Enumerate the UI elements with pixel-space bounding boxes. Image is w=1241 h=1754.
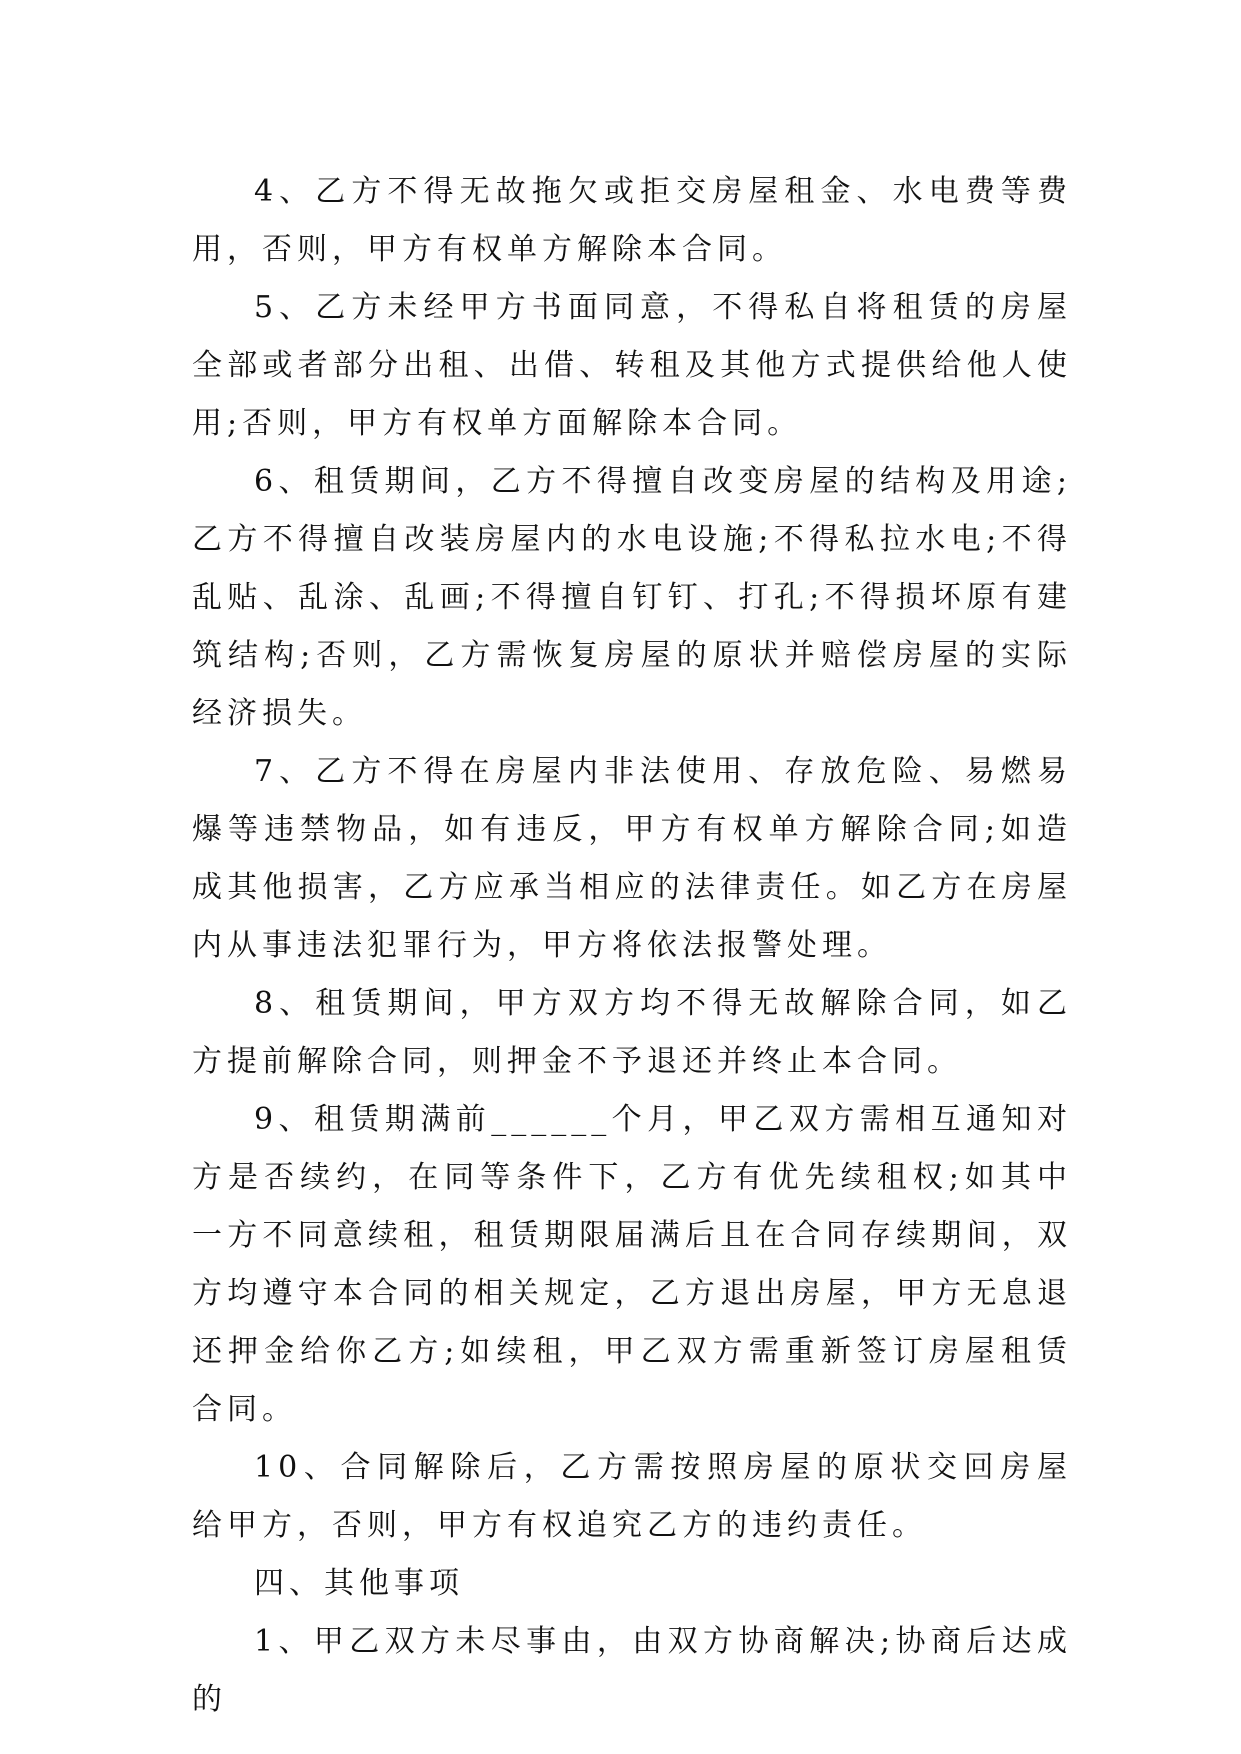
clause-10-paragraph: 10、合同解除后，乙方需按照房屋的原状交回房屋给甲方，否则，甲方有权追究乙方的违约责任。 xyxy=(192,1450,1072,1543)
clause-7-paragraph: 7、乙方不得在房屋内非法使用、存放危险、易燃易爆等违禁物品，如有违反，甲方有权单方解除合同;如造成其他损害，乙方应承当相应的法律责任。如乙方在房屋内从事违法犯罪行为，甲方将依法报警处理。 xyxy=(192,754,1072,963)
clause-5-paragraph: 5、乙方未经甲方书面同意，不得私自将租赁的房屋全部或者部分出租、出借、转租及其他方式提供给他人使用;否则，甲方有权单方面解除本合同。 xyxy=(192,290,1072,441)
other-matters-clause-1-paragraph: 1、甲乙双方未尽事由，由双方协商解决;协商后达成的 xyxy=(192,1624,1072,1717)
section-heading-other-matters: 四、其他事项 xyxy=(254,1566,464,1601)
clause-4-paragraph: 4、乙方不得无故拖欠或拒交房屋租金、水电费等费用，否则，甲方有权单方解除本合同。 xyxy=(192,174,1072,267)
contract-body xyxy=(192,163,1072,1729)
clause-8-paragraph: 8、租赁期间，甲方双方均不得无故解除合同，如乙方提前解除合同，则押金不予退还并终止本合同。 xyxy=(192,986,1072,1079)
clause-9-paragraph: 9、租赁期满前______个月，甲乙双方需相互通知对方是否续约，在同等条件下，乙方有优先续租权;如其中一方不同意续租，租赁期限届满后且在合同存续期间，双方均遵守本合同的相关规定，乙方退出房屋，甲方无息退还押金给你乙方;如续租，甲乙双方需重新签订房屋租赁合同。 xyxy=(192,1102,1072,1427)
clause-6-paragraph: 6、租赁期间，乙方不得擅自改变房屋的结构及用途;乙方不得擅自改装房屋内的水电设施;不得私拉水电;不得乱贴、乱涂、乱画;不得擅自钉钉、打孔;不得损坏原有建筑结构;否则，乙方需恢复房屋的原状并赔偿房屋的实际经济损失。 xyxy=(192,464,1072,731)
